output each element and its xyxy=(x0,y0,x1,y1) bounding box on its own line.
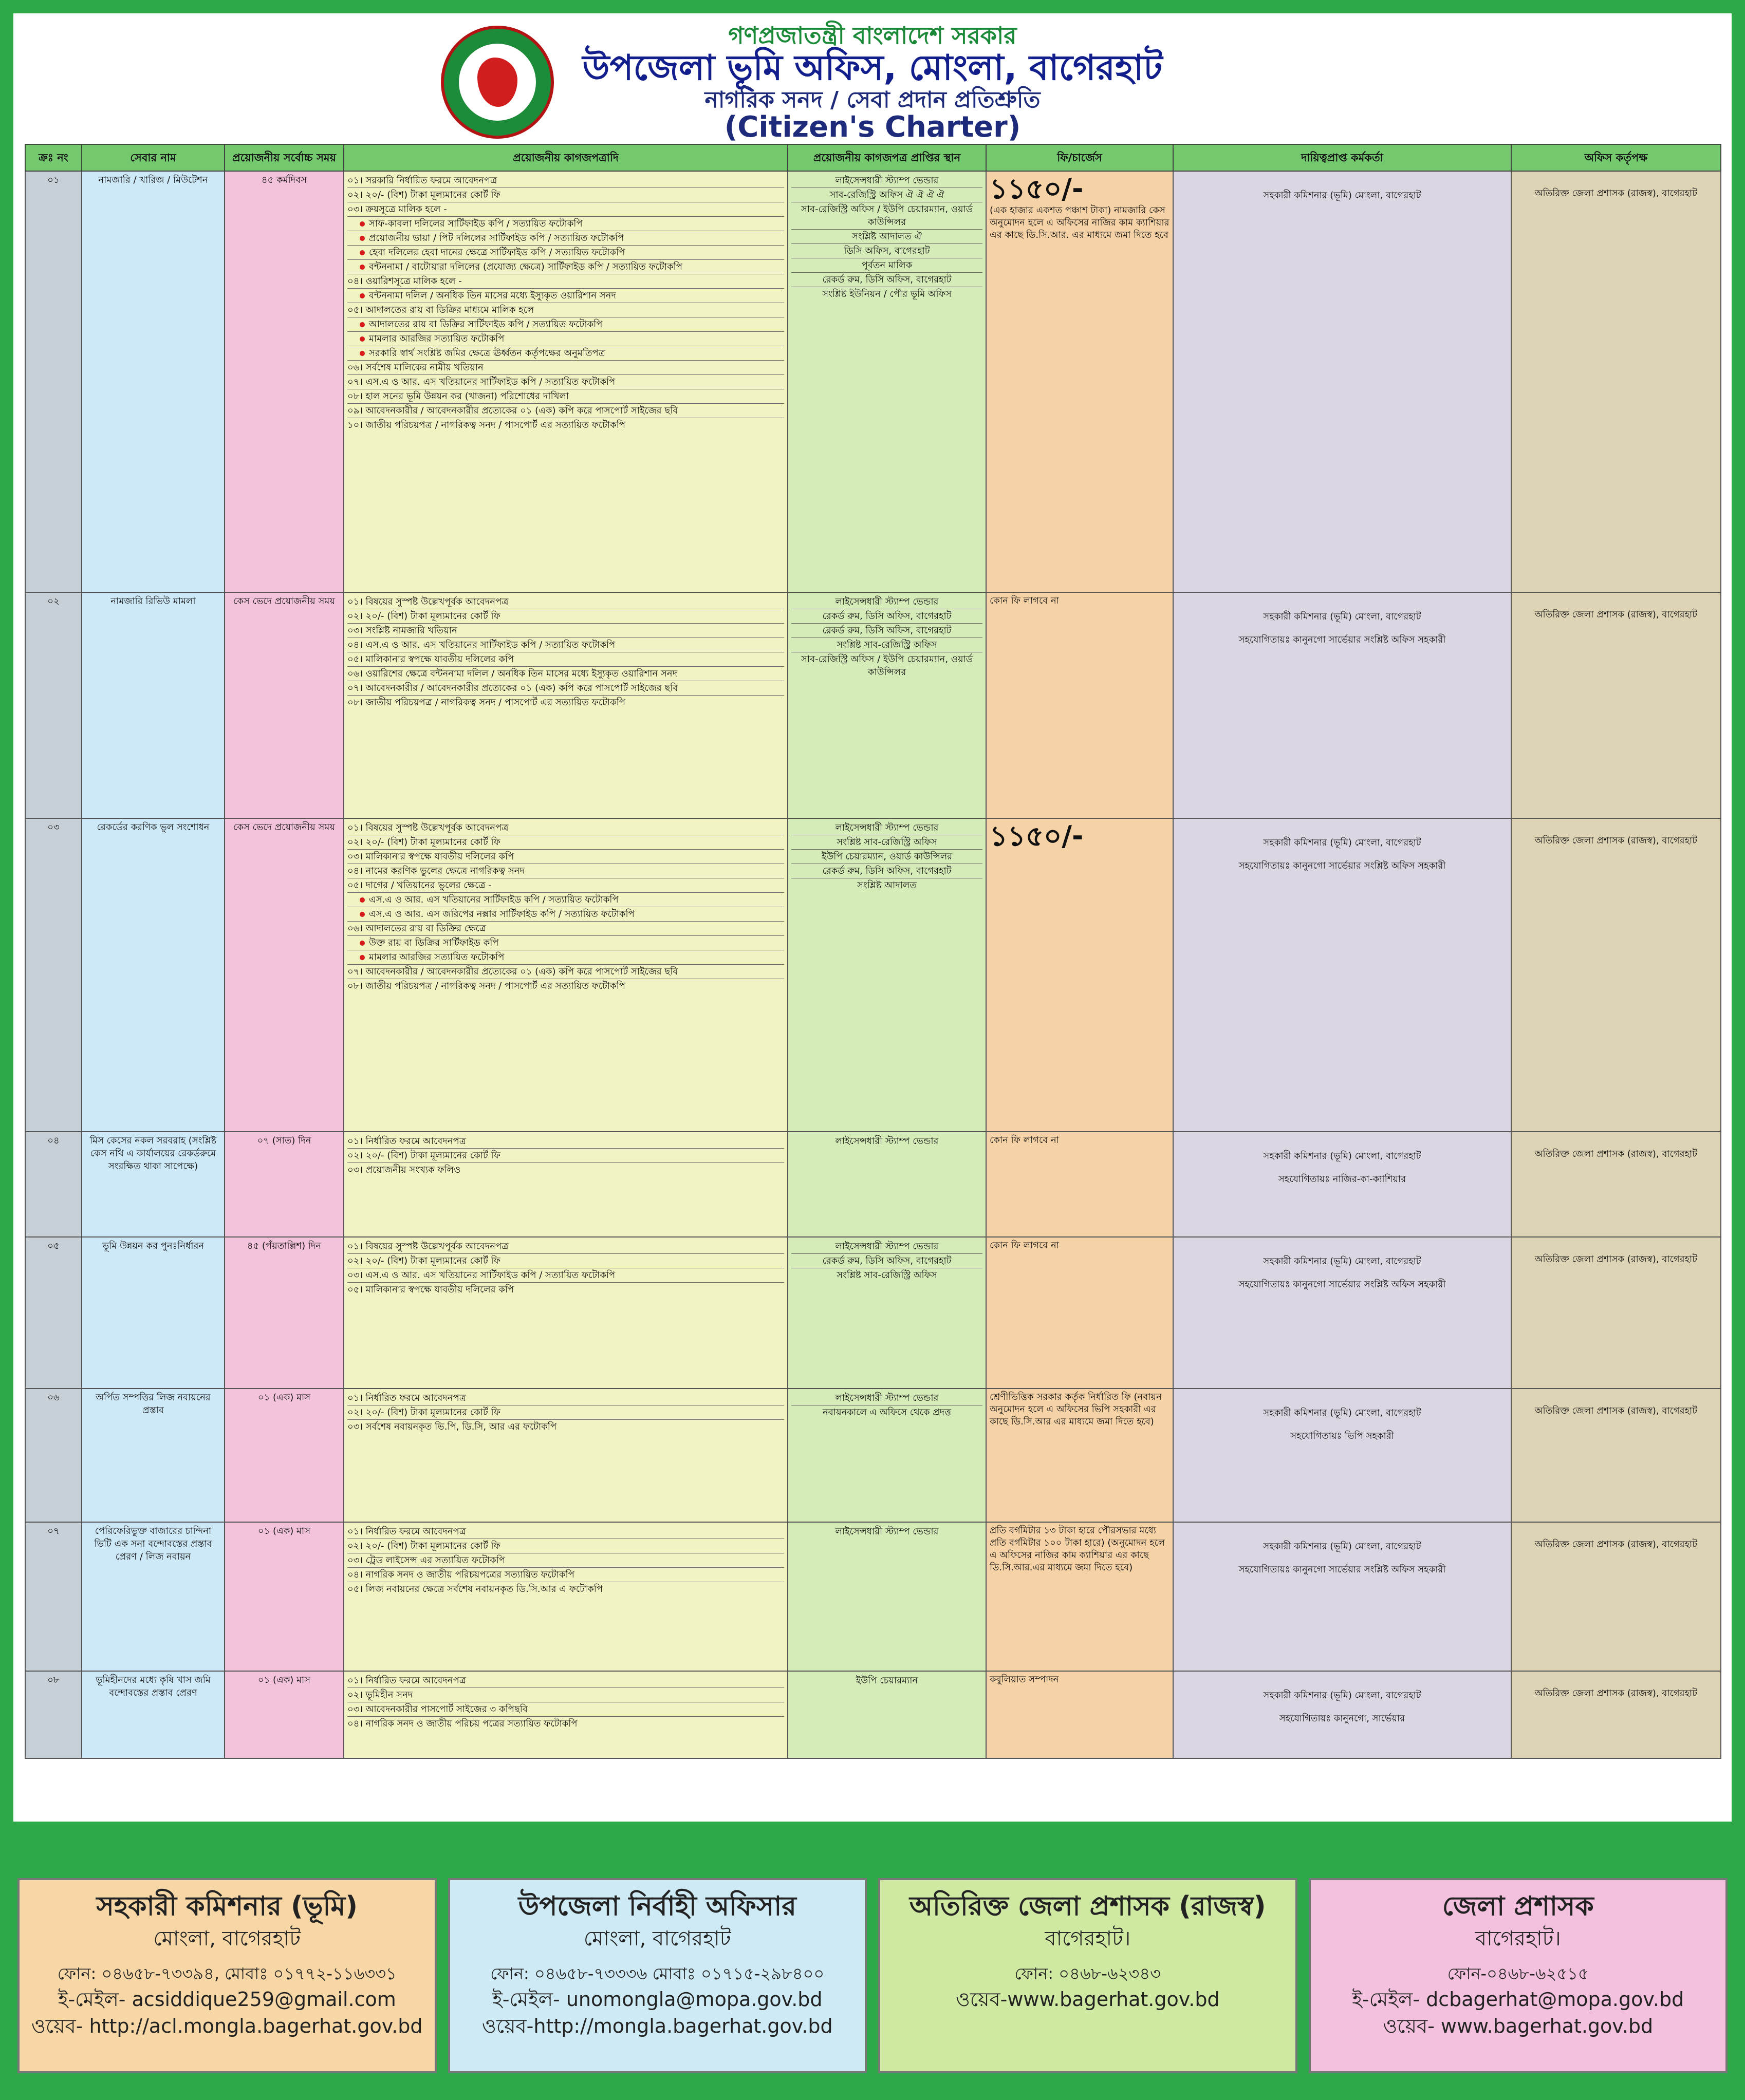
document-text: ০৬। আদালতের রায় বা ডিক্রির ক্ষেত্রে xyxy=(347,923,486,934)
service-time: ০৭ (সাত) দিন xyxy=(225,1132,344,1237)
document-item xyxy=(347,418,784,432)
document-text: ০৩। এস.এ ও আর. এস খতিয়ানের সার্টিফাইড কপি / সত্যায়িত ফটোকপি xyxy=(347,1270,616,1281)
document-item xyxy=(347,979,784,993)
document-text: ০৪। নাগরিক সনদ ও জাতীয় পরিচয় পত্রের সত্যায়িত ফটোকপি xyxy=(347,1718,578,1729)
officer-cell xyxy=(1173,1389,1511,1522)
document-text: ০৩। সর্বশেষ নবায়নকৃত ভি.পি, ডি.সি, আর এর ফটোকপি xyxy=(347,1421,557,1432)
document-text: ০৮। জাতীয় পরিচয়পত্র / নাগরিকত্ব সনদ / পাসপোর্ট এর সত্যায়িত ফটোকপি xyxy=(347,697,625,708)
fee-cell xyxy=(986,1389,1173,1522)
documents-cell xyxy=(344,171,788,592)
service-time: ৪৫ কর্মদিবস xyxy=(225,171,344,592)
doc-place-item: রেকর্ড রুম, ডিসি অফিস, বাগেরহাট xyxy=(791,624,982,638)
document-item xyxy=(347,317,784,332)
contact-email[interactable]: ই-মেইল- dcbagerhat@mopa.gov.bd xyxy=(1352,1988,1684,2011)
document-text: ০৩। সংশ্লিষ্ট নামজারি খতিয়ান xyxy=(347,625,457,636)
document-text: ০৬। সর্বশেষ মালিকের নামীয় খতিয়ান xyxy=(347,362,484,373)
table-header-row xyxy=(25,144,1721,171)
document-text: ০১। বিষয়ের সুস্পষ্ট উল্লেখপূর্বক আবেদনপত্র xyxy=(347,822,509,833)
officer-name: সহকারী কমিশনার (ভূমি) মোংলা, বাগেরহাট xyxy=(1263,1408,1421,1418)
officer-assistants: সহযোগিতায়ঃ নাজির-কা-ক্যাশিয়ার xyxy=(1278,1174,1406,1185)
document-text: ০৭। আবেদনকারীর / আবেদনকারীর প্রত্যেকের ০১ (এক) কপি করে পাসপোর্ট সাইজের ছবি xyxy=(347,683,678,693)
document-item xyxy=(347,1283,784,1297)
fee-note: কবুলিয়াত সম্পাদন xyxy=(990,1674,1059,1685)
contact-email[interactable]: ই-মেইল- acsiddique259@gmail.com xyxy=(58,1988,396,2011)
header-documents: প্রয়োজনীয় কাগজপত্রাদি xyxy=(344,144,788,171)
officer-cell xyxy=(1173,171,1511,592)
officer-cell xyxy=(1173,1522,1511,1671)
service-row xyxy=(25,592,1721,818)
document-item xyxy=(347,404,784,418)
document-item xyxy=(347,696,784,709)
documents-cell xyxy=(344,818,788,1132)
document-text: আদালতের রায় বা ডিক্রির সার্টিফাইড কপি / সত্যায়িত ফটোকপি xyxy=(369,319,603,330)
officer-cell xyxy=(1173,818,1511,1132)
service-name: ভূমিহীনদের মধ্যে কৃষি খাস জমি বন্দোবস্তের প্রস্তাব প্রেরণ xyxy=(82,1671,225,1758)
contact-address: মোংলা, বাগেরহাট xyxy=(583,1927,731,1951)
bullet-icon xyxy=(360,322,365,327)
office-title: উপজেলা ভূমি অফিস, মোংলা, বাগেরহাট xyxy=(582,48,1163,88)
document-item xyxy=(347,202,784,217)
contact-address: মোংলা, বাগেরহাট xyxy=(153,1927,301,1951)
contact-card-dc xyxy=(1309,1878,1728,2073)
document-item xyxy=(347,950,784,965)
service-row xyxy=(25,1237,1721,1389)
doc-place-cell xyxy=(788,1389,986,1522)
document-text: ০৫। লিজ নবায়নের ক্ষেত্রে সর্বশেষ নবায়নকৃত ডি.সি.আর এ ফটোকপি xyxy=(347,1584,603,1595)
fee-cell xyxy=(986,592,1173,818)
contact-phone: ফোন: ০৪৬৮-৬২৩৪৩ xyxy=(1014,1964,1161,1983)
officer-name: সহকারী কমিশনার (ভূমি) মোংলা, বাগেরহাট xyxy=(1263,1151,1421,1161)
officer-assistants: সহযোগিতায়ঃ কানুনগো, সার্ভেয়ার xyxy=(1279,1713,1405,1724)
doc-place-cell xyxy=(788,818,986,1132)
doc-place-item: লাইসেন্সধারী স্ট্যাম্প ভেন্ডার xyxy=(791,1391,982,1405)
doc-place-cell xyxy=(788,1671,986,1758)
documents-cell xyxy=(344,1132,788,1237)
document-text: ০৪। ওয়ারিশসূত্রে মালিক হলে - xyxy=(347,276,462,287)
contact-address: বাগেরহাট। xyxy=(1475,1927,1561,1951)
document-item xyxy=(347,1268,784,1283)
officer-name: সহকারী কমিশনার (ভূমি) মোংলা, বাগেরহাট xyxy=(1263,837,1421,848)
doc-place-item: ইউপি চেয়ারম্যান xyxy=(856,1675,918,1686)
fee-cell xyxy=(986,1671,1173,1758)
document-item xyxy=(347,188,784,202)
service-serial: ০৮ xyxy=(25,1671,82,1758)
document-text: ০৯। আবেদনকারীর / আবেদনকারীর প্রত্যেকের ০১ (এক) কপি করে পাসপোর্ট সাইজের ছবি xyxy=(347,405,678,416)
document-item xyxy=(347,893,784,907)
doc-place-item: লাইসেন্সধারী স্ট্যাম্প ভেন্ডার xyxy=(791,821,982,835)
header-doc-place: প্রয়োজনীয় কাগজপত্র প্রাপ্তির স্থান xyxy=(788,144,986,171)
document-item xyxy=(347,624,784,638)
service-serial: ০৩ xyxy=(25,818,82,1132)
document-text: ০১। নির্ধারিত ফরমে আবেদনপত্র xyxy=(347,1675,466,1686)
document-item xyxy=(347,1582,784,1596)
document-text: প্রয়োজনীয় ভায়া / পিট দলিলের সার্টিফাইড কপি / সত্যায়িত ফটোকপি xyxy=(369,233,624,243)
document-item xyxy=(347,595,784,609)
documents-cell xyxy=(344,592,788,818)
contact-card-ac-land xyxy=(17,1878,437,2073)
contact-web[interactable]: ওয়েব- www.bagerhat.gov.bd xyxy=(1383,2015,1654,2037)
authority-cell: অতিরিক্ত জেলা প্রশাসক (রাজস্ব), বাগেরহাট xyxy=(1511,171,1721,592)
service-table xyxy=(25,144,1721,1759)
service-row xyxy=(25,171,1721,592)
fee-amount: ১১৫০/- xyxy=(990,173,1084,205)
service-name: মিস কেসের নকল সরবরাহ (সংশ্লিষ্ট কেস নথি এ কার্যালয়ের রেকর্ডরুমে সংরক্ষিত থাকা সাপেক্ষে) xyxy=(82,1132,225,1237)
doc-place-cell xyxy=(788,171,986,592)
documents-cell xyxy=(344,1389,788,1522)
contact-card-adc-revenue xyxy=(878,1878,1297,2073)
officer-name: সহকারী কমিশনার (ভূমি) মোংলা, বাগেরহাট xyxy=(1263,611,1421,622)
service-time: ৪৫ (পঁয়তাল্লিশ) দিন xyxy=(225,1237,344,1389)
documents-cell xyxy=(344,1237,788,1389)
doc-place-item: রেকর্ড রুম, ডিসি অফিস, বাগেরহাট xyxy=(791,273,982,287)
service-name: অর্পিত সম্পত্তির লিজ নবায়নের প্রস্তাব xyxy=(82,1389,225,1522)
service-serial: ০৪ xyxy=(25,1132,82,1237)
document-text: বন্টননামা / বাটোয়ারা দলিলের (প্রযোজ্য ক্ষেত্রে) সার্টিফাইড কপি / সত্যায়িত ফটোকপি xyxy=(369,261,682,272)
document-item xyxy=(347,609,784,624)
officer-assistants: সহযোগিতায়ঃ কানুনগো সার্ভেয়ার সংশ্লিষ্ট অফিস সহকারী xyxy=(1238,634,1446,645)
service-serial: ০৭ xyxy=(25,1522,82,1671)
doc-place-item: সংশ্লিষ্ট সাব-রেজিস্ট্রি অফিস xyxy=(791,638,982,652)
bullet-icon xyxy=(360,293,365,298)
doc-place-item: নবায়নকালে এ অফিসে থেকে প্রদত্ত xyxy=(823,1407,951,1418)
fee-cell xyxy=(986,1132,1173,1237)
header-officer: দায়িত্বপ্রাপ্ত কর্মকর্তা xyxy=(1173,144,1511,171)
doc-place-cell xyxy=(788,592,986,818)
doc-place-item: সংশ্লিষ্ট সাব-রেজিস্ট্রি অফিস xyxy=(837,1270,937,1281)
document-text: ০৩। প্রয়োজনীয় সংখ্যক ফলিও xyxy=(347,1165,461,1175)
fee-cell xyxy=(986,171,1173,592)
document-item xyxy=(347,1688,784,1702)
document-item xyxy=(347,878,784,893)
service-time: ০১ (এক) মাস xyxy=(225,1522,344,1671)
authority-cell: অতিরিক্ত জেলা প্রশাসক (রাজস্ব), বাগেরহাট xyxy=(1511,592,1721,818)
document-item xyxy=(347,1149,784,1163)
header-service-name: সেবার নাম xyxy=(82,144,225,171)
fee-amount: ১১৫০/- xyxy=(990,820,1084,852)
document-text: সাফ-কাবলা দলিলের সার্টিফাইড কপি / সত্যায়িত ফটোকপি xyxy=(369,218,583,229)
document-text: ০৭। আবেদনকারীর / আবেদনকারীর প্রত্যেকের ০১ (এক) কপি করে পাসপোর্ট সাইজের ছবি xyxy=(347,966,678,977)
header-serial: ক্রঃ নং xyxy=(25,144,82,171)
bullet-icon xyxy=(360,236,365,241)
contact-phone: ফোন-০৪৬৮-৬২৫১৫ xyxy=(1447,1964,1589,1983)
bullet-icon xyxy=(360,221,365,227)
service-name: রেকর্ডের করণিক ভুল সংশোধন xyxy=(82,818,225,1132)
document-text: ১০। জাতীয় পরিচয়পত্র / নাগরিকত্ব সনদ / পাসপোর্ট এর সত্যায়িত ফটোকপি xyxy=(347,420,625,430)
document-text: এস.এ ও আর. এস খতিয়ানের সার্টিফাইড কপি / সত্যায়িত ফটোকপি xyxy=(369,894,619,905)
fee-note: (এক হাজার একশত পঞ্চাশ টাকা) নামজারি কেস অনুমোদন হলে এ অফিসের নাজির কাম ক্যাশিয়ার এর কাছে ডি.সি.আর. এর মাধ্যমে জমা দিতে হবে xyxy=(990,205,1169,240)
doc-place-item: রেকর্ড রুম, ডিসি অফিস, বাগেরহাট xyxy=(791,864,982,878)
fee-cell xyxy=(986,1522,1173,1671)
contact-title: জেলা প্রশাসক xyxy=(1442,1891,1594,1922)
document-text: ০৪। নামের করণিক ভুলের ক্ষেত্রে নাগরিকত্ব সনদ xyxy=(347,866,525,876)
documents-cell xyxy=(344,1522,788,1671)
officer-cell xyxy=(1173,592,1511,818)
fee-note: শ্রেণীভিত্তিক সরকার কর্তৃক নির্ধারিত ফি (নবায়ন অনুমোদন হলে এ অফিসের ভিপি সহকারী এর কাছে ডি.সি.আর এর মাধ্যমে জমা দিতে হবে) xyxy=(990,1392,1162,1427)
document-text: ০৪। এস.এ ও আর. এস খতিয়ানের সার্টিফাইড কপি / সত্যায়িত ফটোকপি xyxy=(347,640,616,650)
document-text: ০১। নির্ধারিত ফরমে আবেদনপত্র xyxy=(347,1526,466,1537)
document-item xyxy=(347,1539,784,1553)
doc-place-cell xyxy=(788,1132,986,1237)
doc-place-item: ইউপি চেয়ারম্যান, ওয়ার্ড কাউন্সিলর xyxy=(791,850,982,864)
officer-cell xyxy=(1173,1671,1511,1758)
header-fee: ফি/চার্জেস xyxy=(986,144,1173,171)
bullet-icon xyxy=(360,912,365,917)
document-item xyxy=(347,667,784,681)
document-item xyxy=(347,1674,784,1688)
contact-phone: ফোন: ০৪৬৫৮-৭৩৩৩৬ মোবাঃ ০১৭১৫-২৯৮৪০০ xyxy=(490,1964,825,1983)
doc-place-item: সংশ্লিষ্ট সাব-রেজিস্ট্রি অফিস xyxy=(791,835,982,850)
document-item xyxy=(347,231,784,246)
doc-place-item: লাইসেন্সধারী স্ট্যাম্প ভেন্ডার xyxy=(835,1136,939,1147)
document-item xyxy=(347,922,784,936)
doc-place-item: সংশ্লিষ্ট আদালত ঐ xyxy=(791,230,982,244)
service-serial: ০২ xyxy=(25,592,82,818)
doc-place-item: সাব-রেজিস্ট্রি অফিস / ইউপি চেয়ারম্যান, ওয়ার্ড কাউন্সিলর xyxy=(791,202,982,230)
document-item xyxy=(347,303,784,317)
charter-english-title: (Citizen's Charter) xyxy=(724,110,1021,144)
document-text: ০১। নির্ধারিত ফরমে আবেদনপত্র xyxy=(347,1136,466,1147)
contact-phone: ফোন: ০৪৬৫৮-৭৩৩৯৪, মোবাঃ ০১৭৭২-১১৬৩৩১ xyxy=(57,1964,397,1983)
service-time: কেস ভেদে প্রয়োজনীয় সময় xyxy=(225,818,344,1132)
documents-cell xyxy=(344,1671,788,1758)
authority-cell: অতিরিক্ত জেলা প্রশাসক (রাজস্ব), বাগেরহাট xyxy=(1511,1671,1721,1758)
document-item xyxy=(347,1405,784,1420)
service-row xyxy=(25,1671,1721,1758)
officer-cell xyxy=(1173,1132,1511,1237)
doc-place-item: রেকর্ড রুম, ডিসি অফিস, বাগেরহাট xyxy=(791,1254,982,1268)
document-text: ০৩। মালিকানার স্বপক্ষে যাবতীয় দলিলের কপি xyxy=(347,851,514,862)
document-item xyxy=(347,1702,784,1717)
doc-place-cell xyxy=(788,1237,986,1389)
document-text: ০৮। হাল সনের ভূমি উন্নয়ন কর (খাজনা) পরিশোধের দাখিলা xyxy=(347,391,569,402)
service-time: কেস ভেদে প্রয়োজনীয় সময় xyxy=(225,592,344,818)
charter-subtitle: নাগরিক সনদ / সেবা প্রদান প্রতিশ্রুতি xyxy=(704,87,1041,113)
document-item xyxy=(347,681,784,696)
document-text: ০১। বিষয়ের সুস্পষ্ট উল্লেখপূর্বক আবেদনপত্র xyxy=(347,596,509,607)
officer-name: সহকারী কমিশনার (ভূমি) মোংলা, বাগেরহাট xyxy=(1263,1256,1421,1267)
header-authority: অফিস কর্তৃপক্ষ xyxy=(1511,144,1721,171)
charter-panel xyxy=(13,13,1732,1822)
contact-web[interactable]: ওয়েব-http://mongla.bagerhat.gov.bd xyxy=(481,2015,833,2037)
contact-email[interactable]: ই-মেইল- unomongla@mopa.gov.bd xyxy=(492,1988,823,2011)
document-text: ০৫। মালিকানার স্বপক্ষে যাবতীয় দলিলের কপি xyxy=(347,654,514,665)
officer-name: সহকারী কমিশনার (ভূমি) মোংলা, বাগেরহাট xyxy=(1263,1690,1421,1701)
contact-title: অতিরিক্ত জেলা প্রশাসক (রাজস্ব) xyxy=(909,1891,1266,1922)
doc-place-item: ডিসি অফিস, বাগেরহাট xyxy=(791,244,982,258)
document-item xyxy=(347,907,784,922)
document-item xyxy=(347,346,784,361)
service-row xyxy=(25,1522,1721,1671)
document-text: ০২। ২০/- (বিশ) টাকা মূল্যমানের কোর্ট ফি xyxy=(347,1150,500,1161)
document-text: ০৩। আবেদনকারীর পাসপোর্ট সাইজের ৩ কপিছবি xyxy=(347,1704,528,1715)
document-item xyxy=(347,289,784,303)
document-text: ০২। ২০/- (বিশ) টাকা মূল্যমানের কোর্ট ফি xyxy=(347,1541,500,1551)
document-item xyxy=(347,361,784,375)
officer-cell xyxy=(1173,1237,1511,1389)
document-item xyxy=(347,1420,784,1434)
document-text: ০৭। এস.এ ও আর. এস খতিয়ানের সার্টিফাইড কপি / সত্যায়িত ফটোকপি xyxy=(347,377,616,387)
fee-cell xyxy=(986,1237,1173,1389)
officer-name: সহকারী কমিশনার (ভূমি) মোংলা, বাগেরহাট xyxy=(1263,1541,1421,1552)
fee-note: কোন ফি লাগবে না xyxy=(990,1135,1059,1146)
document-text: ০৫। দাগের / খতিয়ানের ভুলের ক্ষেত্রে - xyxy=(347,880,492,891)
officer-name: সহকারী কমিশনার (ভূমি) মোংলা, বাগেরহাট xyxy=(1263,190,1421,201)
officer-assistants: সহযোগিতায়ঃ ভিপি সহকারী xyxy=(1290,1431,1394,1441)
document-text: সরকারি স্বার্থ সংশ্লিষ্ট জমির ক্ষেত্রে ঊর্ধ্বতন কর্তৃপক্ষের অনুমতিপত্র xyxy=(369,348,605,359)
document-text: ০৩। ট্রেড লাইসেন্স এর সত্যায়িত ফটোকপি xyxy=(347,1555,506,1566)
doc-place-item: লাইসেন্সধারী স্ট্যাম্প ভেন্ডার xyxy=(791,595,982,609)
document-item xyxy=(347,821,784,835)
service-time: ০১ (এক) মাস xyxy=(225,1389,344,1522)
bullet-icon xyxy=(360,250,365,255)
document-item xyxy=(347,375,784,389)
document-text: ০৫। আদালতের রায় বা ডিক্রির মাধ্যমে মালিক হলে xyxy=(347,305,534,315)
document-item xyxy=(347,274,784,289)
document-text: ০২। ভূমিহীন সনদ xyxy=(347,1690,413,1700)
header xyxy=(25,22,1720,144)
document-item xyxy=(347,1553,784,1568)
document-text: ০২। ২০/- (বিশ) টাকা মূল্যমানের কোর্ট ফি xyxy=(347,1255,500,1266)
authority-cell: অতিরিক্ত জেলা প্রশাসক (রাজস্ব), বাগেরহাট xyxy=(1511,818,1721,1132)
service-row xyxy=(25,1132,1721,1237)
service-time: ০১ (এক) মাস xyxy=(225,1671,344,1758)
bullet-icon xyxy=(360,955,365,960)
document-text: ০২। ২০/- (বিশ) টাকা মূল্যমানের কোর্ট ফি xyxy=(347,611,500,622)
officer-assistants: সহযোগিতায়ঃ কানুনগো সার্ভেয়ার সংশ্লিষ্ট অফিস সহকারী xyxy=(1238,860,1446,871)
document-item xyxy=(347,1391,784,1405)
doc-place-item: লাইসেন্সধারী স্ট্যাম্প ভেন্ডার xyxy=(791,1240,982,1254)
document-item xyxy=(347,864,784,878)
document-item xyxy=(347,1717,784,1731)
service-name: নামজারি রিভিউ মামলা xyxy=(82,592,225,818)
doc-place-item: সংশ্লিষ্ট আদালত xyxy=(857,880,917,891)
government-seal-icon xyxy=(441,26,554,139)
document-item xyxy=(347,1240,784,1254)
document-item xyxy=(347,1525,784,1539)
doc-place-item: লাইসেন্সধারী স্ট্যাম্প ভেন্ডার xyxy=(791,174,982,188)
document-text: ০২। ২০/- (বিশ) টাকা মূল্যমানের কোর্ট ফি xyxy=(347,837,500,848)
document-text: ০৬। ওয়ারিশের ক্ষেত্রে বন্টননামা দলিল / অনধিক তিন মাসের মধ্যে ইস্যুকৃত ওয়ারিশান সনদ xyxy=(347,668,678,679)
bullet-icon xyxy=(360,941,365,946)
authority-cell: অতিরিক্ত জেলা প্রশাসক (রাজস্ব), বাগেরহাট xyxy=(1511,1522,1721,1671)
doc-place-item: সংশ্লিষ্ট ইউনিয়ন / পৌর ভূমি অফিস xyxy=(822,289,952,299)
doc-place-item: পূর্বতন মালিক xyxy=(791,258,982,273)
document-item xyxy=(347,389,784,404)
service-serial: ০৫ xyxy=(25,1237,82,1389)
authority-cell: অতিরিক্ত জেলা প্রশাসক (রাজস্ব), বাগেরহাট xyxy=(1511,1237,1721,1389)
document-item xyxy=(347,217,784,231)
contact-footer xyxy=(13,1865,1732,2087)
contact-card-uno xyxy=(448,1878,867,2073)
document-text: ০৫। মালিকানার স্বপক্ষে যাবতীয় দলিলের কপি xyxy=(347,1284,514,1295)
contact-web[interactable]: ওয়েব- http://acl.mongla.bagerhat.gov.bd xyxy=(31,2015,423,2037)
authority-cell: অতিরিক্ত জেলা প্রশাসক (রাজস্ব), বাগেরহাট xyxy=(1511,1132,1721,1237)
document-text: মামলার আরজির সত্যায়িত ফটোকপি xyxy=(369,333,505,344)
authority-cell: অতিরিক্ত জেলা প্রশাসক (রাজস্ব), বাগেরহাট xyxy=(1511,1389,1721,1522)
header-time: প্রয়োজনীয় সর্বোচ্চ সময় xyxy=(225,144,344,171)
contact-web[interactable]: ওয়েব-www.bagerhat.gov.bd xyxy=(955,1988,1220,2011)
document-text: ০৪। নাগরিক সনদ ও জাতীয় পরিচয়পত্রের সত্যায়িত ফটোকপি xyxy=(347,1569,574,1580)
doc-place-item: সাব-রেজিস্ট্রি অফিস ঐ ঐ ঐ ঐ xyxy=(791,188,982,202)
doc-place-cell xyxy=(788,1522,986,1671)
officer-assistants: সহযোগিতায়ঃ কানুনগো সার্ভেয়ার সংশ্লিষ্ট অফিস সহকারী xyxy=(1238,1279,1446,1290)
document-item xyxy=(347,835,784,850)
document-item xyxy=(347,1568,784,1582)
officer-assistants: সহযোগিতায়ঃ কানুনগো সার্ভেয়ার সংশ্লিষ্ট অফিস সহকারী xyxy=(1238,1564,1446,1575)
document-item xyxy=(347,1134,784,1149)
doc-place-item: লাইসেন্সধারী স্ট্যাম্প ভেন্ডার xyxy=(835,1526,939,1537)
bullet-icon xyxy=(360,897,365,903)
fee-cell xyxy=(986,818,1173,1132)
service-name: নামজারি / খারিজ / মিউটেশন xyxy=(82,171,225,592)
document-item xyxy=(347,332,784,346)
document-text: মামলার আরজির সত্যায়িত ফটোকপি xyxy=(369,952,505,963)
contact-title: সহকারী কমিশনার (ভূমি) xyxy=(96,1891,358,1922)
document-item xyxy=(347,850,784,864)
document-text: ০১। সরকারি নির্ধারিত ফরমে আবেদনপত্র xyxy=(347,175,497,186)
document-item xyxy=(347,1163,784,1177)
document-item xyxy=(347,638,784,652)
service-row xyxy=(25,818,1721,1132)
document-item xyxy=(347,652,784,667)
document-item xyxy=(347,246,784,260)
service-serial: ০১ xyxy=(25,171,82,592)
document-item xyxy=(347,260,784,274)
bullet-icon xyxy=(360,351,365,356)
document-item xyxy=(347,1254,784,1268)
document-text: উক্ত রায় বা ডিক্রির সার্টিফাইড কপি xyxy=(369,938,499,948)
service-row xyxy=(25,1389,1721,1522)
document-text: এস.এ ও আর. এস জরিপের নক্সার সার্টিফাইড কপি / সত্যায়িত ফটোকপি xyxy=(369,909,635,920)
document-text: হেবা দলিলের হেবা দানের ক্ষেত্রে সার্টিফাইড কপি / সত্যায়িত ফটোকপি xyxy=(369,247,625,258)
contact-title: উপজেলা নির্বাহী অফিসার xyxy=(518,1891,796,1922)
service-name: ভূমি উন্নয়ন কর পুনঃনির্ধারন xyxy=(82,1237,225,1389)
document-text: ০২। ২০/- (বিশ) টাকা মূল্যমানের কোর্ট ফি xyxy=(347,190,500,200)
bullet-icon xyxy=(360,336,365,342)
contact-address: বাগেরহাট। xyxy=(1045,1927,1131,1951)
document-text: ০৮। জাতীয় পরিচয়পত্র / নাগরিকত্ব সনদ / পাসপোর্ট এর সত্যায়িত ফটোকপি xyxy=(347,981,625,991)
doc-place-item: সাব-রেজিস্ট্রি অফিস / ইউপি চেয়ারম্যান, ওয়ার্ড কাউন্সিলর xyxy=(801,654,973,678)
doc-place-item: রেকর্ড রুম, ডিসি অফিস, বাগেরহাট xyxy=(791,609,982,624)
document-text: ০১। নির্ধারিত ফরমে আবেদনপত্র xyxy=(347,1393,466,1403)
service-serial: ০৬ xyxy=(25,1389,82,1522)
document-item xyxy=(347,965,784,979)
fee-note: কোন ফি লাগবে না xyxy=(990,1240,1059,1251)
document-item xyxy=(347,936,784,950)
fee-note: প্রতি বর্গমিটার ১৩ টাকা হারে পৌরসভার মধ্যে প্রতি বর্গমিটার ১০০ টাকা হারে) (অনুমোদন হলে এ অফিসের নাজির কাম ক্যাশিয়ার এর কাছে ডি.সি.আর.এর মাধ্যমে জমা দিতে হবে) xyxy=(990,1525,1165,1573)
service-name: পেরিফেরিভুক্ত বাজারের চান্দিনা ভিটি এক সনা বন্দোবস্তের প্রস্তাব প্রেরণ / লিজ নবায়ন xyxy=(82,1522,225,1671)
fee-note: কোন ফি লাগবে না xyxy=(990,595,1059,606)
government-name: গণপ্রজাতন্ত্রী বাংলাদেশ সরকার xyxy=(728,22,1017,49)
document-text: বন্টননামা দলিল / অনধিক তিন মাসের মধ্যে ইস্যুকৃত ওয়ারিশান সনদ xyxy=(369,290,616,301)
bullet-icon xyxy=(360,265,365,270)
document-text: ০৩। ক্রয়সূত্রে মালিক হলে - xyxy=(347,204,447,215)
document-text: ০২। ২০/- (বিশ) টাকা মূল্যমানের কোর্ট ফি xyxy=(347,1407,500,1418)
document-item xyxy=(347,174,784,188)
document-text: ০১। বিষয়ের সুস্পষ্ট উল্লেখপূর্বক আবেদনপত্র xyxy=(347,1241,509,1252)
